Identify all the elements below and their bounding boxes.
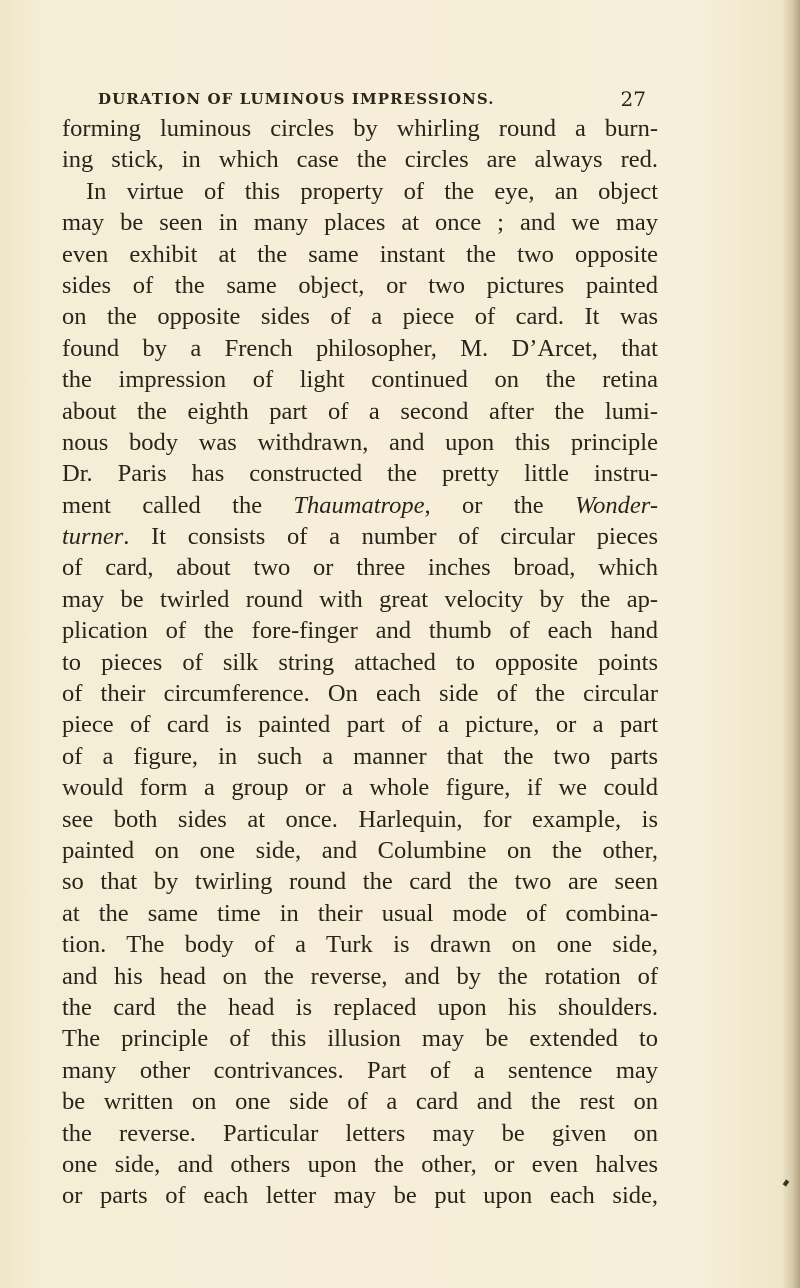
italic-title: turner [62,523,124,551]
text-line: or parts of each letter may be put upon each side, [62,1182,658,1210]
text-line: the impression of light continued on the retina [62,366,658,394]
text-line: found by a French philosopher, M. D’Arcet, that [62,334,658,362]
text-line: of card, about two or three inches broad, which [62,554,658,582]
text-line: and his head on the reverse, and by the rotation of [62,962,658,990]
text-line: may be twirled round with great velocity by the ap- [62,585,658,613]
text-line: The principle of this illusion may be extended to [62,1025,658,1053]
page-number: 27 [620,87,646,111]
text-line: tion. The body of a Turk is drawn on one side, [62,931,658,959]
text-line: Dr. Paris has constructed the pretty little instru- [62,460,658,488]
body-text [62,113,658,1212]
text-line: ing stick, in which case the circles are always red. [62,146,658,174]
text-line: may be seen in many places at once ; and we may [62,209,658,237]
text-line: nous body was withdrawn, and upon this principle [62,428,658,456]
text-line [62,490,658,521]
text-line: to pieces of silk string attached to opposite points [62,648,658,676]
running-head: DURATION OF LUMINOUS IMPRESSIONS. [98,90,495,108]
text-line: piece of card is painted part of a picture, or a part [62,711,658,739]
text-line: so that by twirling round the card the two are seen [62,868,658,896]
text-line: painted on one side, and Columbine on the other, [62,836,658,864]
text-line: of a figure, in such a manner that the two parts [62,742,658,770]
text-line: one side, and others upon the other, or even halves [62,1150,658,1178]
text-line: plication of the fore-finger and thumb of each hand [62,617,658,645]
text-line: many other contrivances. Part of a sentence may [62,1056,658,1084]
page-edge-shadow [782,0,800,1288]
text-line: the reverse. Particular letters may be given on [62,1119,658,1147]
text-line: on the opposite sides of a piece of card. It was [62,303,658,331]
text-line: In virtue of this property of the eye, an object [86,177,658,205]
text-line: the card the head is replaced upon his shoulders. [62,993,658,1021]
text-line: sides of the same object, or two pictures painted [62,271,658,299]
text-line: at the same time in their usual mode of combina- [62,899,658,927]
text-line: about the eighth part of a second after the lumi- [62,397,658,425]
italic-title: Thaumatrope [293,491,425,519]
text-line: forming luminous circles by whirling round a burn- [62,115,658,142]
text-segment: ment called the Thaumatrope, or the Wonder- [62,491,659,519]
text-line: turner. It consists of a number of circular pieces [62,523,658,551]
text-line: would form a group or a whole figure, if we could [62,774,658,802]
text-line: see both sides at once. Harlequin, for example, is [62,805,658,833]
text-line: be written on one side of a card and the rest on [62,1088,658,1116]
italic-title: Wonder- [575,491,659,519]
text-line: even exhibit at the same instant the two opposite [62,240,658,268]
text-line: of their circumference. On each side of the circular [62,680,658,708]
